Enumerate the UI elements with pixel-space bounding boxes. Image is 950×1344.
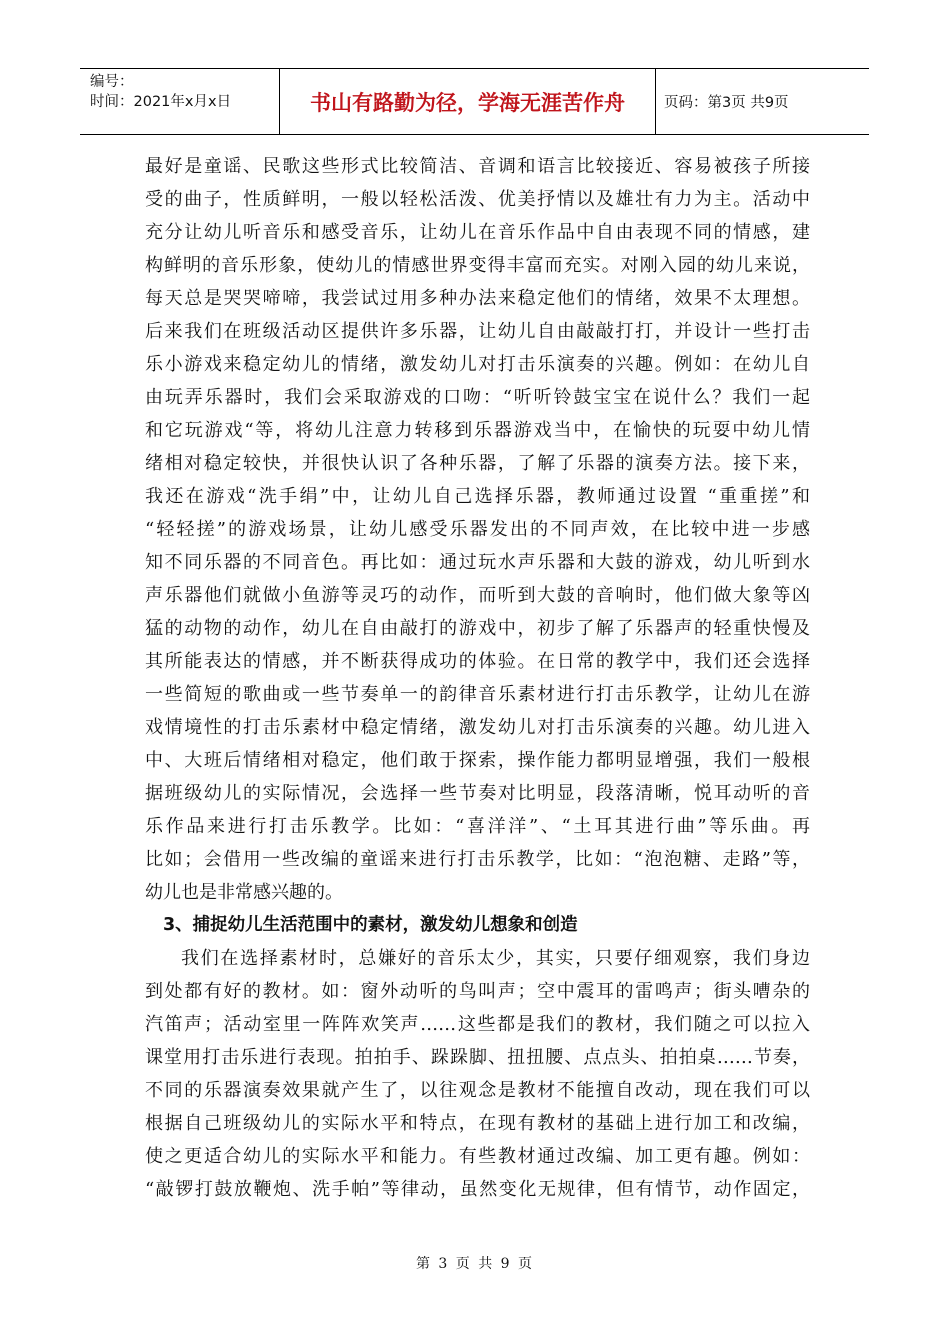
page-footer: 第 3 页 共 9 页 bbox=[415, 1256, 535, 1272]
body-line: 后来我们在班级活动区提供许多乐器，让幼儿自由敲敲打打，并设计一些打击 bbox=[145, 321, 810, 342]
body-line: 猛的动物的动作，幼儿在自由敲打的游戏中，初步了解了乐器声的轻重快慢及 bbox=[145, 618, 810, 639]
body-line: 到处都有好的教材。如：窗外动听的鸟叫声；空中震耳的雷鸣声；街头嘈杂的 bbox=[145, 981, 810, 1002]
header-meta bbox=[80, 69, 280, 134]
body-line: 中、大班后情绪相对稳定，他们敢于探索，操作能力都明显增强，我们一般根 bbox=[145, 750, 810, 771]
body-line: 声乐器他们就做小鱼游等灵巧的动作，而听到大鼓的音响时，他们做大象等凶 bbox=[145, 585, 810, 606]
document-date-label: 时间：2021年x月x日 bbox=[90, 94, 232, 110]
document-body bbox=[145, 150, 810, 1206]
body-line: 戏情境性的打击乐素材中稳定情绪，激发幼儿对打击乐演奏的兴趣。幼儿进入 bbox=[145, 717, 810, 738]
body-line: 其所能表达的情感，并不断获得成功的体验。在日常的教学中，我们还会选择 bbox=[145, 651, 810, 672]
body-line: 不同的乐器演奏效果就产生了，以往观念是教材不能擅自改动，现在我们可以 bbox=[145, 1080, 810, 1101]
body-line: 据班级幼儿的实际情况，会选择一些节奏对比明显，段落清晰，悦耳动听的音 bbox=[145, 783, 810, 804]
body-line: 受的曲子，性质鲜明，一般以轻松活泼、优美抒情以及雄壮有力为主。活动中 bbox=[145, 189, 810, 210]
body-line: 和它玩游戏“等，将幼儿注意力转移到乐器游戏当中，在愉快的玩耍中幼儿情 bbox=[145, 420, 810, 441]
header-page-number: 页码：第3页 共9页 bbox=[664, 95, 789, 111]
body-line: 根据自己班级幼儿的实际水平和特点，在现有教材的基础上进行加工和改编， bbox=[145, 1113, 810, 1134]
body-line: 比如；会借用一些改编的童谣来进行打击乐教学，比如：“泡泡糖、走路”等， bbox=[145, 849, 810, 870]
body-line: 我还在游戏“洗手绢”中，让幼儿自己选择乐器，教师通过设置 “重重搓”和 bbox=[145, 486, 810, 507]
body-line: 乐作品来进行打击乐教学。比如：“喜洋洋”、“土耳其进行曲”等乐曲。再 bbox=[145, 816, 810, 837]
body-line: 汽笛声；活动室里一阵阵欢笑声……这些都是我们的教材，我们随之可以拉入 bbox=[145, 1014, 810, 1035]
body-line: “轻轻搓”的游戏场景，让幼儿感受乐器发出的不同声效，在比较中进一步感 bbox=[145, 519, 810, 540]
body-line: 我们在选择素材时，总嫌好的音乐太少，其实，只要仔细观察，我们身边 bbox=[181, 948, 810, 969]
body-line: 每天总是哭哭啼啼，我尝试过用多种办法来稳定他们的情绪，效果不太理想。 bbox=[145, 288, 810, 309]
header-motto: 书山有路勤为径，学海无涯苦作舟 bbox=[280, 69, 656, 134]
body-line: 最好是童谣、民歌这些形式比较简洁、音调和语言比较接近、容易被孩子所接 bbox=[145, 156, 810, 177]
body-line: 乐小游戏来稳定幼儿的情绪，激发幼儿对打击乐演奏的兴趣。例如：在幼儿自 bbox=[145, 354, 810, 375]
page-header bbox=[80, 68, 869, 135]
body-line: 绪相对稳定较快，并很快认识了各种乐器，了解了乐器的演奏方法。接下来， bbox=[145, 453, 810, 474]
body-line: 充分让幼儿听音乐和感受音乐，让幼儿在音乐作品中自由表现不同的情感，建 bbox=[145, 222, 810, 243]
body-line: 由玩弄乐器时，我们会采取游戏的口吻：“听听铃鼓宝宝在说什么？我们一起 bbox=[145, 387, 810, 408]
body-line: 使之更适合幼儿的实际水平和能力。有些教材通过改编、加工更有趣。例如： bbox=[145, 1146, 810, 1167]
body-line: 构鲜明的音乐形象，使幼儿的情感世界变得丰富而充实。对刚入园的幼儿来说， bbox=[145, 255, 810, 276]
body-line: 幼儿也是非常感兴趣的。 bbox=[145, 882, 343, 903]
body-line: 一些简短的歌曲或一些节奏单一的韵律音乐素材进行打击乐教学，让幼儿在游 bbox=[145, 684, 810, 705]
body-line: 知不同乐器的不同音色。再比如：通过玩水声乐器和大鼓的游戏，幼儿听到水 bbox=[145, 552, 810, 573]
body-line: 课堂用打击乐进行表现。拍拍手、跺跺脚、扭扭腰、点点头、拍拍桌……节奏， bbox=[145, 1047, 810, 1068]
section-heading: 3、捕捉幼儿生活范围中的素材，激发幼儿想象和创造 bbox=[163, 915, 578, 935]
document-number-label: 编号： bbox=[90, 74, 134, 90]
body-line: “敲锣打鼓放鞭炮、洗手帕”等律动，虽然变化无规律，但有情节，动作固定， bbox=[145, 1179, 810, 1200]
